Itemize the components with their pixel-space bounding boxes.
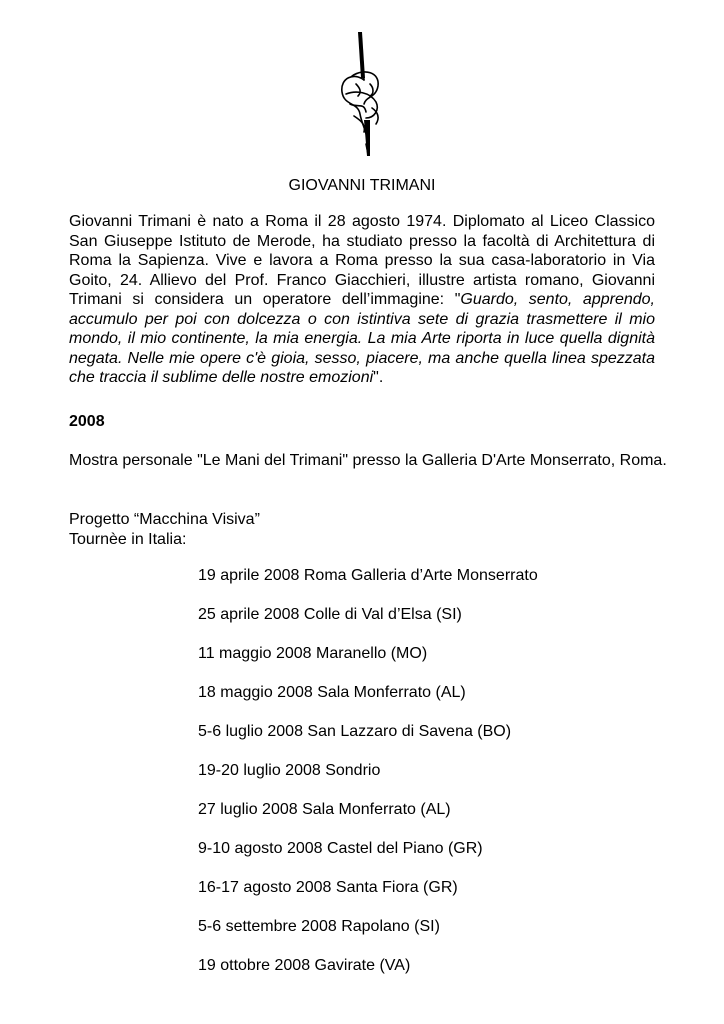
list-item: 5-6 luglio 2008 San Lazzaro di Savena (BO) (198, 723, 512, 740)
list-item: 19-20 luglio 2008 Sondrio (198, 762, 381, 779)
biography-paragraph (69, 212, 655, 388)
biography-quote: Guardo, sento, apprendo, accumulo per poi con dolcezza o con istintiva sete di grazia trasmettere il mio mondo, il mio continente, la mia energia. La mia Arte riporta in luce quella dignità negata. Nelle mie opere c'è gioia, sesso, piacere, ma anche quella linea spezzata che traccia il sublime delle nostre emozioni (69, 291, 655, 386)
project-paragraph (69, 510, 260, 549)
tour-heading: Tournèe in Italia: (69, 530, 187, 548)
exhibition-paragraph: Mostra personale "Le Mani del Trimani" presso la Galleria D'Arte Monserrato, Roma. (69, 452, 667, 469)
biography-quote-end: ". (373, 369, 384, 386)
list-item: 27 luglio 2008 Sala Monferrato (AL) (198, 801, 451, 818)
signature-logo-icon (330, 32, 394, 158)
year-heading: 2008 (69, 413, 105, 430)
tour-dates-list (198, 566, 538, 995)
list-item: 18 maggio 2008 Sala Monferrato (AL) (198, 684, 466, 701)
page-title: GIOVANNI TRIMANI (288, 177, 436, 194)
project-title: Progetto “Macchina Visiva” (69, 511, 260, 528)
list-item: 19 aprile 2008 Roma Galleria d’Arte Monserrato (198, 567, 538, 584)
list-item: 25 aprile 2008 Colle di Val d’Elsa (SI) (198, 606, 462, 623)
list-item: 11 maggio 2008 Maranello (MO) (198, 645, 428, 662)
list-item: 9-10 agosto 2008 Castel del Piano (GR) (198, 840, 483, 857)
list-item: 19 ottobre 2008 Gavirate (VA) (198, 957, 411, 974)
list-item: 5-6 settembre 2008 Rapolano (SI) (198, 918, 440, 935)
biography-text: Giovanni Trimani è nato a Roma il 28 agosto 1974. Diplomato al Liceo Classico San Giuseppe Istituto de Merode, ha studiato presso la facoltà di Architettura di Roma la Sapienza. Vive e lavora a Roma presso la sua casa-laboratorio in Via Goito, 24. Allievo del Prof. Franco Giacchieri, illustre artista romano, Giovanni Trimani si considera un operatore dell’immagine: " (69, 213, 655, 308)
list-item: 16-17 agosto 2008 Santa Fiora (GR) (198, 879, 458, 896)
